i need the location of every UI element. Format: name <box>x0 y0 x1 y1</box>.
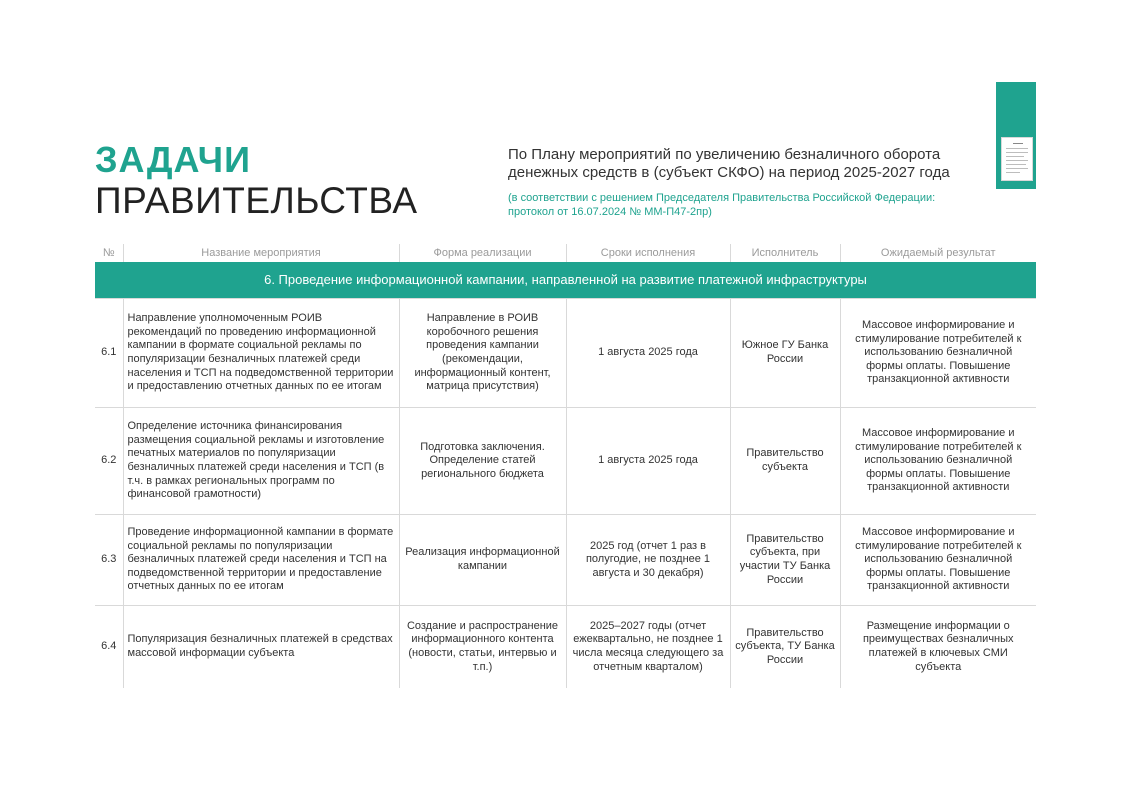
section-title: 6. Проведение информационной кампании, направленной на развитие платежной инфраструктуры <box>95 262 1036 299</box>
header-result: Ожидаемый результат <box>840 244 1036 262</box>
table-row <box>95 408 1036 515</box>
row-terms: 1 августа 2025 года <box>566 408 730 515</box>
row-num: 6.4 <box>95 606 123 689</box>
row-result: Массовое информирование и стимулирование потребителей к использованию безналичной формы оплаты. Повышение транзакционной активности <box>840 299 1036 408</box>
row-form: Реализация информационной кампании <box>399 515 566 606</box>
row-name: Определение источника финансирования размещения социальной рекламы и изготовление печатных материалов по популяризации безналичных платежей среди населения и ТСП (в т.ч. в рамках региональных программ по финансовой грамотности) <box>123 408 399 515</box>
row-terms: 2025 год (отчет 1 раз в полугодие, не позднее 1 августа и 30 декабря) <box>566 515 730 606</box>
row-form: Направление в РОИВ коробочного решения проведения кампании (рекомендации, информационный контент, матрица присутствия) <box>399 299 566 408</box>
header-form: Форма реализации <box>399 244 566 262</box>
table-row <box>95 515 1036 606</box>
row-executor: Южное ГУ Банка России <box>730 299 840 408</box>
row-form: Создание и распространение информационного контента (новости, статьи, интервью и т.п.) <box>399 606 566 689</box>
row-name: Проведение информационной кампании в формате социальной рекламы по популяризации безналичных платежей среди населения и ТСП на подведомственной территории и предоставление отчетных данных по ее итогам <box>123 515 399 606</box>
row-result: Массовое информирование и стимулирование потребителей к использованию безналичной формы оплаты. Повышение транзакционной активности <box>840 408 1036 515</box>
header-name: Название мероприятия <box>123 244 399 262</box>
document-thumbnail-icon <box>1001 137 1033 181</box>
row-terms: 2025–2027 годы (отчет ежеквартально, не позднее 1 числа месяца следующего за отчетным кварталом) <box>566 606 730 689</box>
row-executor: Правительство субъекта, ТУ Банка России <box>730 606 840 689</box>
header-executor: Исполнитель <box>730 244 840 262</box>
heading-line-2: ПРАВИТЕЛЬСТВА <box>95 180 418 221</box>
row-result: Размещение информации о преимуществах безналичных платежей в ключевых СМИ субъекта <box>840 606 1036 689</box>
row-num: 6.3 <box>95 515 123 606</box>
row-name: Направление уполномоченным РОИВ рекомендаций по проведению информационной кампании в формате социальной рекламы по популяризации безналичных платежей среди населения и ТСП на подведомственной территории и предоставлению отчетных данных по ее итогам <box>123 299 399 408</box>
table-row <box>95 606 1036 689</box>
heading-line-1: ЗАДАЧИ <box>95 139 251 180</box>
plan-title: По Плану мероприятий по увеличению безналичного оборота денежных средств в (субъект СКФО) на период 2025-2027 года <box>508 146 950 181</box>
row-terms: 1 августа 2025 года <box>566 299 730 408</box>
section-row <box>95 262 1036 299</box>
table-header-row <box>95 244 1036 262</box>
row-num: 6.1 <box>95 299 123 408</box>
header-num: № <box>102 247 115 259</box>
header-terms: Сроки исполнения <box>566 244 730 262</box>
row-form: Подготовка заключения. Определение статей регионального бюджета <box>399 408 566 515</box>
row-num: 6.2 <box>95 408 123 515</box>
row-executor: Правительство субъекта, при участии ТУ Банка России <box>730 515 840 606</box>
row-result: Массовое информирование и стимулирование потребителей к использованию безналичной формы оплаты. Повышение транзакционной активности <box>840 515 1036 606</box>
table-row <box>95 299 1036 408</box>
measures-table <box>95 244 1036 688</box>
plan-note: (в соответствии с решением Председателя Правительства Российской Федерации: протокол от 16.07.2024 № ММ-П47-2пр) <box>508 192 936 218</box>
row-name: Популяризация безналичных платежей в средствах массовой информации субъекта <box>123 606 399 689</box>
row-executor: Правительство субъекта <box>730 408 840 515</box>
